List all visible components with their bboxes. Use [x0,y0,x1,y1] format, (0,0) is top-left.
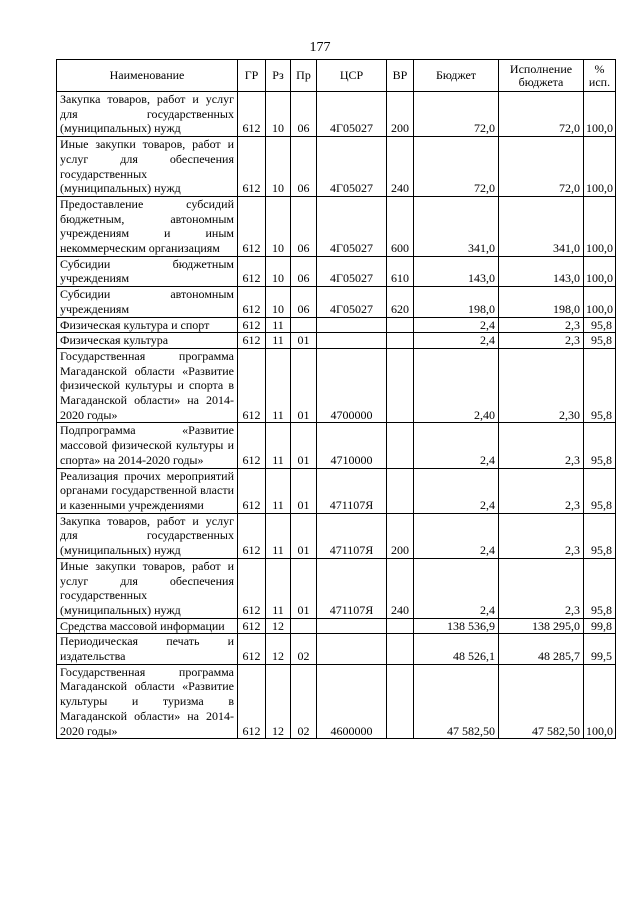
table-row [57,196,616,256]
row-gr: 612 [238,634,266,664]
row-name: Иные закупки товаров, работ и услуг для обеспечения государственных (муниципальных) нужд [57,558,238,618]
row-pr: 06 [291,92,317,137]
row-csr: 471107Я [317,558,387,618]
row-gr: 612 [238,137,266,197]
col-header-vr: ВР [387,60,414,92]
row-name: Реализация прочих мероприятий органами государственной власти и казенными учреждениями [57,468,238,513]
row-name: Предоставление субсидий бюджетным, автономным учреждениям и иным некоммерческим организациям [57,196,238,256]
row-execution: 72,0 [499,92,584,137]
row-budget: 198,0 [414,287,499,317]
row-budget: 143,0 [414,256,499,286]
col-header-pr: Пр [291,60,317,92]
row-csr: 4710000 [317,423,387,468]
row-vr: 600 [387,196,414,256]
row-budget: 72,0 [414,137,499,197]
row-rz: 11 [266,348,291,423]
row-gr: 612 [238,664,266,739]
row-pr: 02 [291,634,317,664]
row-budget: 341,0 [414,196,499,256]
page-number: 177 [309,40,331,55]
row-rz: 11 [266,333,291,349]
row-gr: 612 [238,287,266,317]
row-csr: 4Г05027 [317,196,387,256]
row-csr: 4Г05027 [317,287,387,317]
row-budget: 72,0 [414,92,499,137]
col-header-rz: Рз [266,60,291,92]
table-row [57,618,616,634]
row-vr: 610 [387,256,414,286]
row-percent: 99,8 [584,618,616,634]
row-budget: 2,4 [414,423,499,468]
row-name: Закупка товаров, работ и услуг для государственных (муниципальных) нужд [57,92,238,137]
row-budget: 138 536,9 [414,618,499,634]
row-pr: 06 [291,137,317,197]
row-gr: 612 [238,423,266,468]
row-rz: 11 [266,423,291,468]
row-name: Физическая культура [57,333,238,349]
row-pr: 01 [291,558,317,618]
row-gr: 612 [238,348,266,423]
row-name: Субсидии бюджетным учреждениям [57,256,238,286]
row-execution: 198,0 [499,287,584,317]
row-pr: 06 [291,287,317,317]
row-gr: 612 [238,256,266,286]
row-pr: 01 [291,468,317,513]
row-csr [317,317,387,333]
row-percent: 100,0 [584,196,616,256]
row-execution: 47 582,50 [499,664,584,739]
row-pr: 01 [291,333,317,349]
table-row [57,287,616,317]
row-budget: 48 526,1 [414,634,499,664]
row-name: Периодическая печать и издательства [57,634,238,664]
row-name: Закупка товаров, работ и услуг для государственных (муниципальных) нужд [57,513,238,558]
row-name: Подпрограмма «Развитие массовой физической культуры и спорта» на 2014-2020 годы» [57,423,238,468]
table-row [57,634,616,664]
row-execution: 341,0 [499,196,584,256]
row-percent: 95,8 [584,468,616,513]
table-row [57,664,616,739]
row-name: Государственная программа Магаданской области «Развитие физической культуры и спорта в Магаданской области» на 2014-2020 годы» [57,348,238,423]
row-csr: 4700000 [317,348,387,423]
row-vr [387,423,414,468]
row-vr [387,333,414,349]
row-gr: 612 [238,196,266,256]
row-vr [387,468,414,513]
row-name: Средства массовой информации [57,618,238,634]
table-header-row [57,60,616,92]
row-csr: 4Г05027 [317,92,387,137]
row-gr: 612 [238,618,266,634]
row-budget: 2,4 [414,468,499,513]
row-vr: 620 [387,287,414,317]
row-rz: 10 [266,196,291,256]
table-body [57,92,616,739]
row-pr: 06 [291,196,317,256]
col-header-budget: Бюджет [414,60,499,92]
row-vr [387,348,414,423]
row-vr [387,618,414,634]
row-budget: 2,4 [414,513,499,558]
row-rz: 12 [266,618,291,634]
row-percent: 100,0 [584,287,616,317]
row-pr: 01 [291,348,317,423]
row-pr: 06 [291,256,317,286]
row-execution: 2,3 [499,423,584,468]
row-csr [317,634,387,664]
table-row [57,558,616,618]
row-vr [387,664,414,739]
row-gr: 612 [238,513,266,558]
row-csr: 4600000 [317,664,387,739]
table-row [57,137,616,197]
row-name: Субсидии автономным учреждениям [57,287,238,317]
row-csr: 471107Я [317,513,387,558]
row-csr [317,333,387,349]
row-percent: 99,5 [584,634,616,664]
col-header-gr: ГР [238,60,266,92]
table-row [57,317,616,333]
row-percent: 100,0 [584,256,616,286]
row-percent: 95,8 [584,558,616,618]
row-gr: 612 [238,468,266,513]
row-name: Государственная программа Магаданской области «Развитие культуры и туризма в Магаданской области» на 2014-2020 годы» [57,664,238,739]
row-rz: 11 [266,317,291,333]
row-budget: 47 582,50 [414,664,499,739]
table-row [57,92,616,137]
row-gr: 612 [238,333,266,349]
table-row [57,333,616,349]
row-rz: 10 [266,287,291,317]
row-percent: 95,8 [584,513,616,558]
row-gr: 612 [238,92,266,137]
row-budget: 2,4 [414,333,499,349]
row-execution: 2,3 [499,513,584,558]
row-csr: 471107Я [317,468,387,513]
row-execution: 2,3 [499,317,584,333]
row-budget: 2,4 [414,558,499,618]
row-vr: 200 [387,92,414,137]
row-gr: 612 [238,558,266,618]
col-header-percent: % исп. [584,60,616,92]
table-row [57,468,616,513]
row-percent: 100,0 [584,137,616,197]
row-execution: 138 295,0 [499,618,584,634]
row-budget: 2,40 [414,348,499,423]
row-vr [387,317,414,333]
row-vr [387,634,414,664]
row-execution: 2,30 [499,348,584,423]
row-rz: 12 [266,634,291,664]
row-rz: 11 [266,513,291,558]
table-row [57,513,616,558]
table-row [57,256,616,286]
row-percent: 95,8 [584,423,616,468]
row-rz: 11 [266,558,291,618]
table-row [57,423,616,468]
row-budget: 2,4 [414,317,499,333]
table-row [57,348,616,423]
row-rz: 12 [266,664,291,739]
budget-table [56,59,616,739]
row-execution: 2,3 [499,558,584,618]
row-name: Физическая культура и спорт [57,317,238,333]
row-percent: 100,0 [584,92,616,137]
row-rz: 10 [266,92,291,137]
row-execution: 2,3 [499,468,584,513]
row-pr [291,618,317,634]
row-vr: 240 [387,558,414,618]
row-percent: 95,8 [584,333,616,349]
row-pr [291,317,317,333]
col-header-csr: ЦСР [317,60,387,92]
row-pr: 01 [291,513,317,558]
col-header-execution: Исполнение бюджета [499,60,584,92]
row-vr: 200 [387,513,414,558]
row-csr: 4Г05027 [317,256,387,286]
row-csr [317,618,387,634]
row-pr: 01 [291,423,317,468]
row-gr: 612 [238,317,266,333]
row-name: Иные закупки товаров, работ и услуг для обеспечения государственных (муниципальных) нужд [57,137,238,197]
row-rz: 10 [266,256,291,286]
row-csr: 4Г05027 [317,137,387,197]
row-percent: 100,0 [584,664,616,739]
row-execution: 2,3 [499,333,584,349]
row-rz: 11 [266,468,291,513]
col-header-name: Наименование [57,60,238,92]
row-execution: 72,0 [499,137,584,197]
row-vr: 240 [387,137,414,197]
row-execution: 143,0 [499,256,584,286]
row-rz: 10 [266,137,291,197]
row-percent: 95,8 [584,317,616,333]
row-pr: 02 [291,664,317,739]
row-execution: 48 285,7 [499,634,584,664]
row-percent: 95,8 [584,348,616,423]
